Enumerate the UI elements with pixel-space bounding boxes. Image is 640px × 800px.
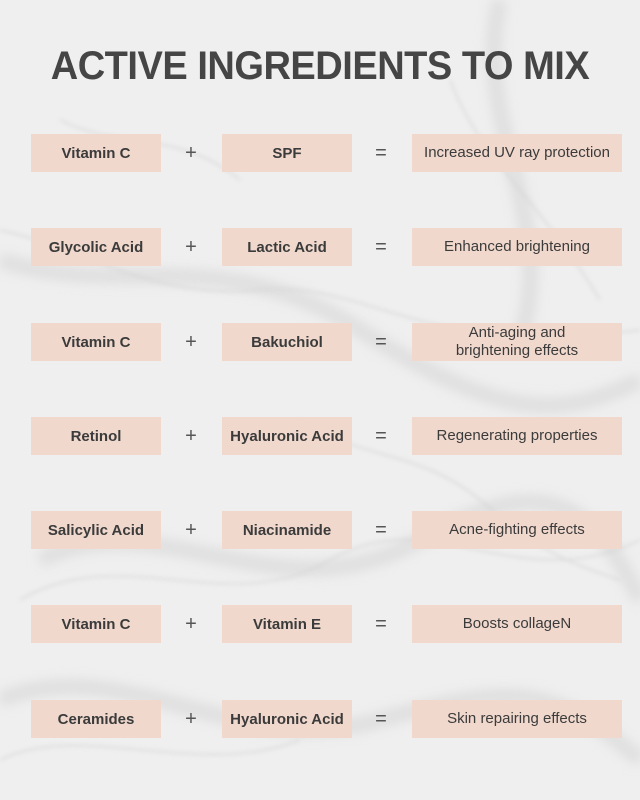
combination-row [0,134,640,172]
ingredient-b: Lactic Acid [222,228,352,266]
combination-row [0,700,640,738]
plus-sign: + [185,424,197,447]
ingredient-b: Hyaluronic Acid [222,417,352,455]
equals-sign: = [375,141,387,164]
equals-sign: = [375,330,387,353]
equals-sign: = [375,424,387,447]
combination-result: Increased UV ray protection [412,134,622,172]
equals-sign: = [375,707,387,730]
combination-row [0,511,640,549]
ingredient-b: Vitamin E [222,605,352,643]
combination-result: Acne-fighting effects [412,511,622,549]
ingredient-a: Ceramides [31,700,161,738]
ingredient-a: Vitamin C [31,323,161,361]
equals-sign: = [375,235,387,258]
page-title: ACTIVE INGREDIENTS TO MIX [50,44,590,88]
combination-row [0,417,640,455]
combination-row [0,323,640,361]
plus-sign: + [185,330,197,353]
ingredient-a: Vitamin C [31,605,161,643]
plus-sign: + [185,612,197,635]
ingredient-b: Niacinamide [222,511,352,549]
combination-result: Skin repairing effects [412,700,622,738]
combination-result: Regenerating properties [412,417,622,455]
plus-sign: + [185,518,197,541]
combination-result: Enhanced brightening [412,228,622,266]
ingredient-a: Glycolic Acid [31,228,161,266]
ingredient-b: Hyaluronic Acid [222,700,352,738]
combination-row [0,228,640,266]
ingredient-a: Vitamin C [31,134,161,172]
combination-result: Anti-aging and brightening effects [412,323,622,361]
plus-sign: + [185,235,197,258]
combination-row [0,605,640,643]
plus-sign: + [185,707,197,730]
equals-sign: = [375,518,387,541]
combination-result: Boosts collageN [412,605,622,643]
ingredient-a: Salicylic Acid [31,511,161,549]
plus-sign: + [185,141,197,164]
equals-sign: = [375,612,387,635]
ingredient-a: Retinol [31,417,161,455]
ingredient-b: Bakuchiol [222,323,352,361]
ingredient-b: SPF [222,134,352,172]
